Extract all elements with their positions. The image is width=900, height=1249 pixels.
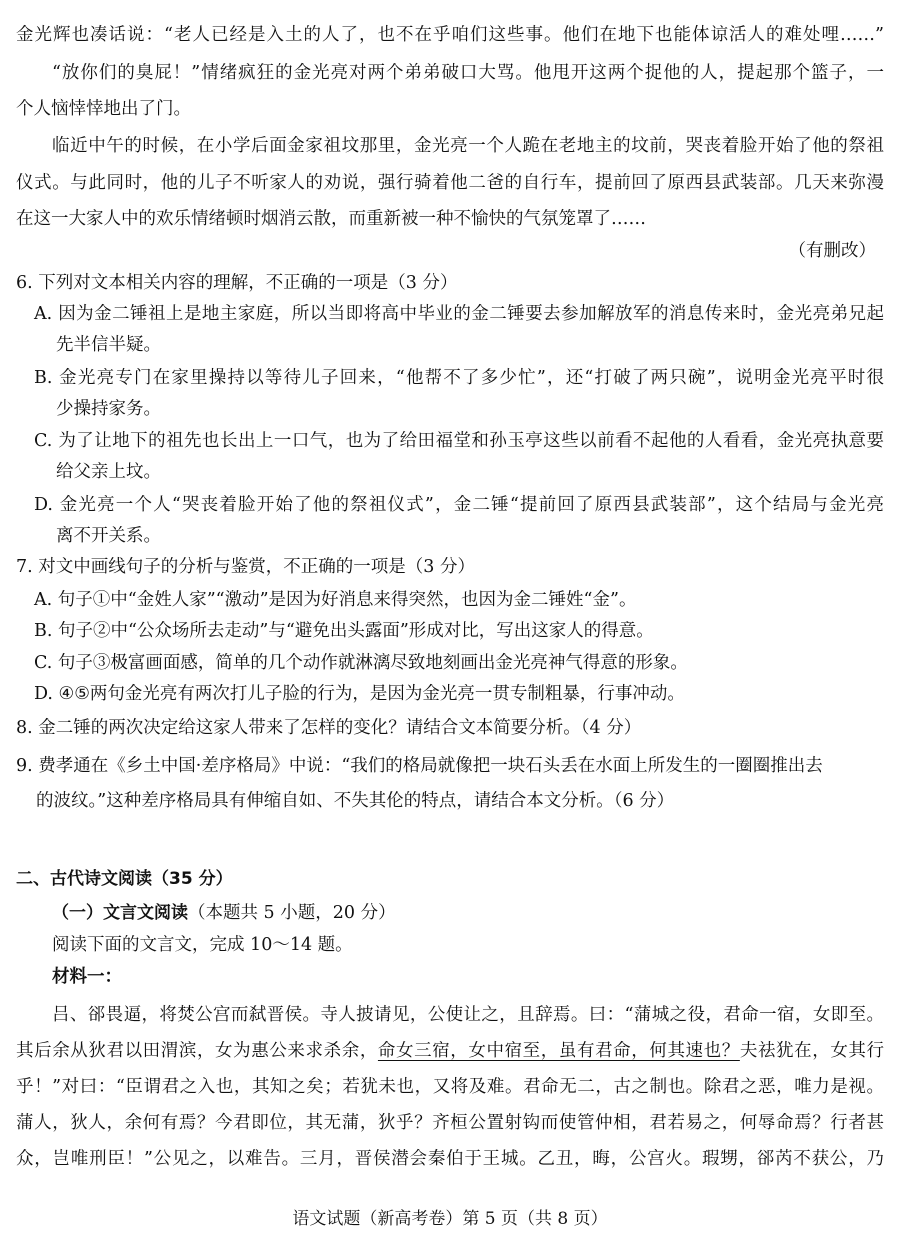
question-9: 9. 费孝通在《乡土中国·差序格局》中说：“我们的格局就像把一块石头丢在水面上所发生的一圈圈推出去: [16, 756, 823, 776]
classical-segment: 其后余从狄君以田渭滨，女为惠公来求杀余，: [16, 1041, 378, 1061]
option-7b: B. 句子②中“公众场所去走动”与“避免出头露面”形成对比，写出这家人的得意。: [34, 621, 654, 641]
option-6c-cont: 给父亲上坟。: [56, 462, 161, 482]
option-6a: A. 因为金二锤祖上是地主家庭，所以当即将高中毕业的金二锤要去参加解放军的消息传来时，金光亮弟兄起: [34, 304, 884, 324]
option-6a-cont: 先半信半疑。: [56, 335, 161, 355]
text-line: 个人恼悻悻地出了门。: [16, 99, 191, 119]
classical-line: 乎！”对曰：“臣谓君之入也，其知之矣；若犹未也，又将及难。君命无二，古之制也。除君之恶，唯力是视。: [16, 1077, 884, 1097]
option-6c: C. 为了让地下的祖先也长出上一口气，也为了给田福堂和孙玉亭这些以前看不起他的人看看，金光亮执意要: [34, 431, 884, 451]
text-line: 金光辉也凑话说：“老人已经是入土的人了，也不在乎咱们这些事。他们在地下也能体谅活人的难处哩……”: [16, 25, 884, 45]
option-7a: A. 句子①中“金姓人家”“激动”是因为好消息来得突然，也因为金二锤姓“金”。: [34, 590, 637, 610]
classical-line: 吕、郤畏逼，将焚公宫而弑晋侯。寺人披请见，公使让之，且辞焉。曰：“蒲城之役，君命一宿，女即至。: [52, 1005, 884, 1025]
option-6d: D. 金光亮一个人“哭丧着脸开始了他的祭祖仪式”，金二锤“提前回了原西县武装部”，这个结局与金光亮: [34, 495, 884, 515]
text-line: 仪式。与此同时，他的儿子不听家人的劝说，强行骑着他二爸的自行车，提前回了原西县武装部。几天来弥漫: [16, 173, 884, 193]
option-7c: C. 句子③极富画面感，简单的几个动作就淋漓尽致地刻画出金光亮神气得意的形象。: [34, 653, 688, 673]
option-6b: B. 金光亮专门在家里操持以等待儿子回来，“他帮不了多少忙”，还“打破了两只碗”，说明金光亮平时很: [34, 368, 884, 388]
text-line: 临近中午的时候，在小学后面金家祖坟那里，金光亮一个人跪在老地主的坟前，哭丧着脸开始了他的祭祖: [52, 136, 884, 156]
classical-line: 众，岂唯刑臣！”公见之，以难告。三月，晋侯潜会秦伯于王城。乙丑，晦，公宫火。瑕甥，郤芮不获公，乃: [16, 1149, 884, 1169]
option-6d-cont: 离不开关系。: [56, 526, 161, 546]
classical-line: 蒲人，狄人，余何有焉？今君即位，其无蒲，狄乎？齐桓公置射钩而使管仲相，君若易之，何辱命焉？行者甚: [16, 1113, 884, 1133]
subsection-title: （一）文言文阅读: [52, 903, 188, 923]
question-8: 8. 金二锤的两次决定给这家人带来了怎样的变化？请结合文本简要分析。（4 分）: [16, 718, 642, 738]
material-1-label: 材料一：: [52, 967, 122, 987]
option-7d: D. ④⑤两句金光亮有两次打儿子脸的行为，是因为金光亮一贯专制粗暴，行事冲动。: [34, 684, 685, 704]
option-6b-cont: 少操持家务。: [56, 399, 161, 419]
subsection-note: （本题共 5 小题，20 分）: [188, 903, 396, 923]
question-9-cont: 的波纹。”这种差序格局具有伸缩自如、不失其伦的特点，请结合本文分析。（6 分）: [36, 791, 675, 811]
question-7: 7. 对文中画线句子的分析与鉴赏，不正确的一项是（3 分）: [16, 557, 475, 577]
reading-instruction: 阅读下面的文言文，完成 10～14 题。: [52, 935, 353, 955]
source-note: （有删改）: [788, 241, 876, 261]
text-line: 在这一大家人中的欢乐情绪顿时烟消云散，而重新被一种不愉快的气氛笼罩了……: [16, 209, 646, 229]
underlined-sentence: 命女三宿，女中宿至，虽有君命，何其速也？: [377, 1041, 740, 1061]
classical-line: [16, 1040, 884, 1062]
classical-segment: 夫祛犹在，女其行: [739, 1041, 885, 1061]
question-6: 6. 下列对文本相关内容的理解，不正确的一项是（3 分）: [16, 273, 458, 293]
page-footer: 语文试题（新高考卷）第 5 页（共 8 页）: [292, 1209, 608, 1229]
text-line: “放你们的臭屁！”情绪疯狂的金光亮对两个弟弟破口大骂。他甩开这两个捉他的人，提起那个篮子，一: [52, 63, 884, 83]
section-2-heading: 二、古代诗文阅读（35 分）: [16, 869, 233, 889]
subsection-heading: [52, 902, 396, 924]
